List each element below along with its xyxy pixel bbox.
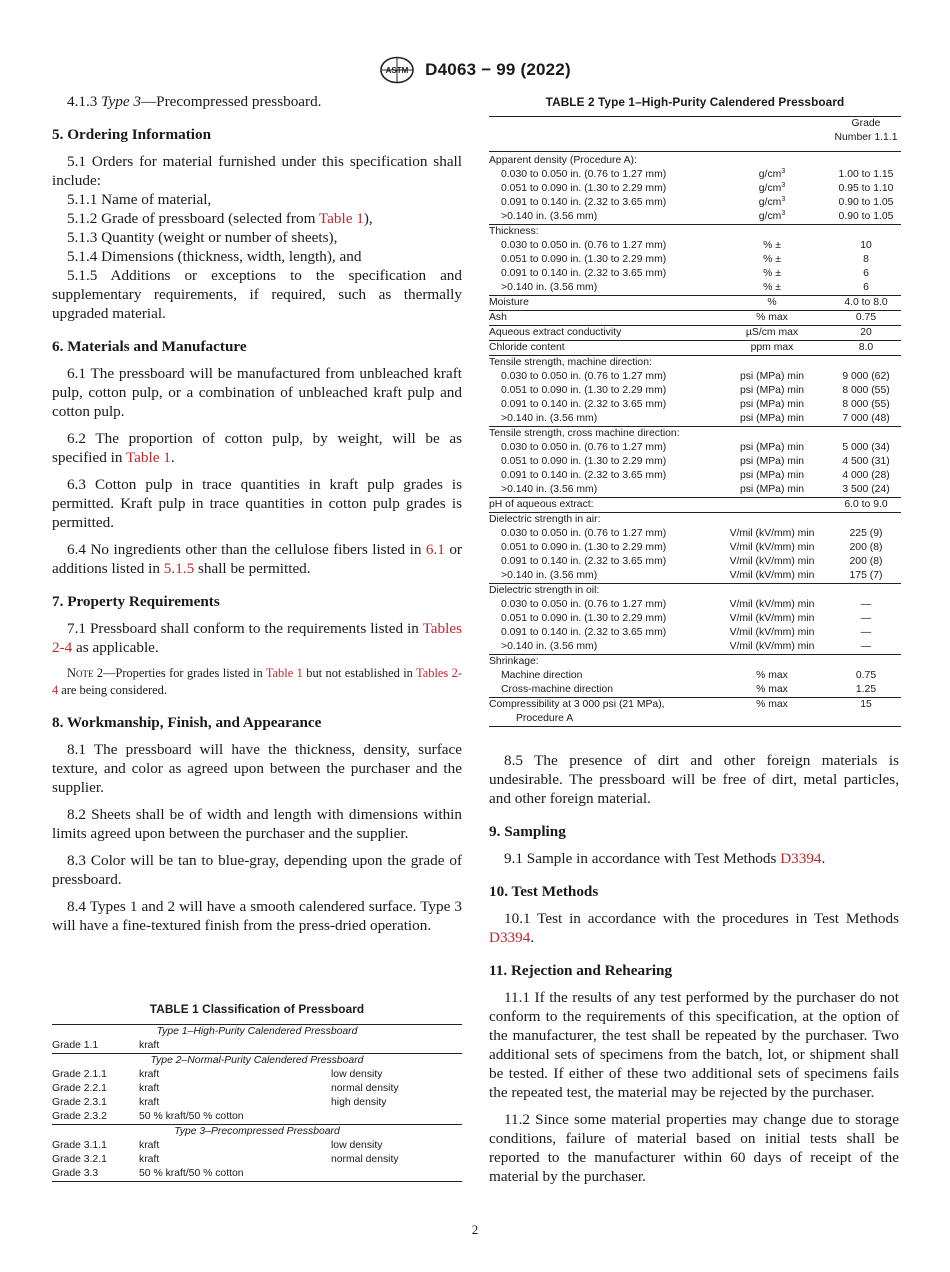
- para-5-1-4: 5.1.4 Dimensions (thickness, width, length), and: [67, 248, 362, 265]
- note-2: Note 2—Properties for grades listed in Table 1 but not established in Tables 2-4 are being considered.: [52, 666, 462, 697]
- d3394-link[interactable]: D3394: [489, 929, 531, 946]
- section-11-title: 11. Rejection and Rehearing: [489, 962, 673, 979]
- table-row: 0.030 to 0.050 in. (0.76 to 1.27 mm) V/mil (kV/mm) min —: [501, 599, 872, 610]
- table-row: 0.030 to 0.050 in. (0.76 to 1.27 mm) psi (MPa) min 5 000 (34): [501, 442, 890, 453]
- table-row: >0.140 in. (3.56 mm) % ± 6: [501, 282, 869, 293]
- table-row: >0.140 in. (3.56 mm) $g/cm^3$ 0.90 to 1.05: [501, 210, 894, 222]
- astm-logo-icon: [379, 56, 415, 84]
- section-5-1-5-link[interactable]: 5.1.5: [163, 560, 195, 577]
- d3394-link[interactable]: D3394: [780, 850, 822, 867]
- table-1-grid: [52, 1024, 462, 1182]
- section-5-title: 5. Ordering Information: [52, 126, 212, 143]
- table-row: Grade 3.1.1 kraft low density: [52, 1140, 383, 1151]
- table-row: 0.030 to 0.050 in. (0.76 to 1.27 mm) % ± 10: [501, 240, 872, 251]
- para-6-1: 6.1 The pressboard will be manufactured from unbleached kraft pulp, cotton pulp, or a combination of unbleached kraft pulp and cotton pulp.: [52, 365, 462, 420]
- tables-2-4-link[interactable]: Tables 2-4: [52, 620, 462, 656]
- para-8-4: 8.4 Types 1 and 2 will have a smooth calendered surface. Type 3 will have a fine-textured finish from the press-dried operation.: [52, 898, 462, 934]
- table-row: Thickness:: [489, 225, 901, 240]
- table-row: Grade 2.2.1 kraft normal density: [52, 1083, 399, 1094]
- table-row: Grade 2.3.1 kraft high density: [52, 1097, 387, 1108]
- table-row: Shrinkage:: [489, 655, 901, 670]
- table-2: [489, 95, 901, 727]
- para-8-1: 8.1 The pressboard will have the thickness, density, surface texture, and color as agreed upon between the purchaser and the supplier.: [52, 741, 462, 796]
- table-1: [52, 1002, 462, 1182]
- table-row: Dielectric strength in oil:: [489, 584, 901, 599]
- table-row: >0.140 in. (3.56 mm) V/mil (kV/mm) min —: [501, 641, 872, 652]
- table-row: Chloride content ppm max 8.0: [489, 341, 901, 356]
- section-10-title: 10. Test Methods: [489, 883, 599, 900]
- table-row: 0.091 to 0.140 in. (2.32 to 3.65 mm) psi (MPa) min 4 000 (28): [501, 470, 890, 481]
- para-10-1: 10.1 Test in accordance with the procedures in Test Methods D3394.: [489, 910, 899, 946]
- para-9-1: 9.1 Sample in accordance with Test Methods D3394.: [504, 850, 826, 867]
- table-row: Ash % max 0.75: [489, 311, 901, 326]
- table-row: Dielectric strength in air:: [489, 513, 901, 528]
- para-5-1-2: 5.1.2 Grade of pressboard (selected from Table 1),: [67, 210, 373, 227]
- para-5-1-3: 5.1.3 Quantity (weight or number of sheets),: [67, 229, 338, 246]
- table-row: 0.051 to 0.090 in. (1.30 to 2.29 mm) V/mil (kV/mm) min 200 (8): [501, 542, 883, 553]
- table-row: 0.030 to 0.050 in. (0.76 to 1.27 mm) V/mil (kV/mm) min 225 (9): [501, 528, 883, 539]
- svg-text:ASTM: ASTM: [385, 66, 409, 75]
- section-7-title: 7. Property Requirements: [52, 593, 220, 610]
- para-11-2: 11.2 Since some material properties may change due to storage conditions, failure of material based on initial tests shall be reported to the manufacturer within 60 days of receipt of the material by the purchaser.: [489, 1111, 899, 1185]
- table-row: 0.051 to 0.090 in. (1.30 to 2.29 mm) % ± 8: [501, 254, 869, 265]
- table-row: 0.051 to 0.090 in. (1.30 to 2.29 mm) psi (MPa) min 4 500 (31): [501, 456, 890, 467]
- table-row: Moisture % 4.0 to 8.0: [489, 296, 901, 311]
- table-row: 0.091 to 0.140 in. (2.32 to 3.65 mm) $g/cm^3$ 0.90 to 1.05: [501, 196, 894, 208]
- table-row: Grade 1.1 kraft: [52, 1040, 160, 1051]
- section-9-title: 9. Sampling: [489, 823, 566, 840]
- table-row: Type 1–High-Purity Calendered Pressboard: [156, 1026, 358, 1037]
- para-6-3: 6.3 Cotton pulp in trace quantities in kraft pulp grades is permitted. Kraft pulp in trace quantities in cotton pulp grades is permitted.: [52, 476, 462, 531]
- para-5-1-5: 5.1.5 Additions or exceptions to the specification and supplementary requirements, if required, such as thermally upgraded material.: [52, 267, 462, 322]
- table-row: Tensile strength, machine direction:: [489, 356, 901, 371]
- table-1-caption: TABLE 1 Classification of Pressboard: [149, 1002, 365, 1016]
- para-4-1-3: 4.1.3 Type 3—Precompressed pressboard.: [67, 93, 322, 110]
- right-column: [489, 751, 899, 1186]
- para-5-1: 5.1 Orders for material furnished under this specification shall include:: [52, 153, 462, 189]
- page-header: [0, 56, 950, 84]
- left-column: [52, 92, 462, 935]
- table-row: 0.051 to 0.090 in. (1.30 to 2.29 mm) psi (MPa) min 8 000 (55): [501, 385, 890, 396]
- para-5-1-1: 5.1.1 Name of material,: [67, 191, 212, 208]
- table-row: 0.091 to 0.140 in. (2.32 to 3.65 mm) % ± 6: [501, 268, 869, 279]
- table-header-row: Grade Number 1.1.1: [834, 118, 898, 143]
- table-row: Grade 3.2.1 kraft normal density: [52, 1154, 399, 1165]
- table-row: Apparent density (Procedure A):: [489, 155, 637, 166]
- table-row: Grade 3.3 50 % kraft/50 % cotton: [52, 1168, 244, 1179]
- para-7-1: 7.1 Pressboard shall conform to the requirements listed in Tables 2-4 as applicable.: [52, 620, 462, 656]
- table-row: 0.091 to 0.140 in. (2.32 to 3.65 mm) psi (MPa) min 8 000 (55): [501, 399, 890, 410]
- para-11-1: 11.1 If the results of any test performed by the purchaser do not conform to the requirements of this specification, at the option of the manufacturer, the test shall be repeated by the purchaser. Two additional sets of specimens from the batch, lot, or shipment shall be tested. If either of these two additional sets of specimens fails the repeated test, the material may be rejected by the purchaser.: [489, 989, 899, 1101]
- tables-2-4-link[interactable]: Tables 2-4: [52, 666, 462, 697]
- table-row: 0.051 to 0.090 in. (1.30 to 2.29 mm) V/mil (kV/mm) min —: [501, 613, 872, 624]
- table-2-caption: TABLE 2 Type 1–High-Purity Calendered Pressboard: [545, 95, 845, 109]
- table-row: 0.051 to 0.090 in. (1.30 to 2.29 mm) $g/cm^3$ 0.95 to 1.10: [501, 182, 894, 194]
- table-row: 0.091 to 0.140 in. (2.32 to 3.65 mm) V/mil (kV/mm) min —: [501, 627, 872, 638]
- table-row: Tensile strength, cross machine direction:: [489, 427, 901, 442]
- table-1-link[interactable]: Table 1: [318, 210, 364, 227]
- table-row: Compressibility at 3 000 psi (21 MPa), Procedure A % max 15: [489, 698, 901, 727]
- document-id: D4063 − 99 (2022): [425, 60, 571, 79]
- table-1-link[interactable]: Table 1: [265, 666, 303, 680]
- section-8-title: 8. Workmanship, Finish, and Appearance: [52, 714, 322, 731]
- para-8-5: 8.5 The presence of dirt and other foreign materials is undesirable. The pressboard will be free of dirt, metal particles, and other foreign material.: [489, 752, 899, 807]
- para-8-3: 8.3 Color will be tan to blue-gray, depending upon the grade of pressboard.: [52, 852, 462, 888]
- section-6-1-link[interactable]: 6.1: [425, 541, 445, 558]
- table-row: 0.030 to 0.050 in. (0.76 to 1.27 mm) psi (MPa) min 9 000 (62): [501, 371, 890, 382]
- table-row: Type 2–Normal-Purity Calendered Pressboard: [52, 1054, 462, 1069]
- table-row: Cross-machine direction % max 1.25: [501, 684, 877, 695]
- para-8-2: 8.2 Sheets shall be of width and length with dimensions within limits agreed upon between the purchaser and the supplier.: [52, 806, 462, 842]
- table-row: 0.030 to 0.050 in. (0.76 to 1.27 mm) $g/cm^3$ 1.00 to 1.15: [501, 168, 894, 180]
- table-1-link[interactable]: Table 1: [125, 449, 171, 466]
- table-row: Aqueous extract conductivity µS/cm max 20: [489, 326, 901, 341]
- para-6-4: 6.4 No ingredients other than the cellulose fibers listed in 6.1 or additions listed in 5.1.5 shall be permitted.: [52, 541, 462, 577]
- table-row: 0.091 to 0.140 in. (2.32 to 3.65 mm) V/mil (kV/mm) min 200 (8): [501, 556, 883, 567]
- table-row: Grade 2.3.2 50 % kraft/50 % cotton: [52, 1111, 244, 1122]
- page-number: 2: [471, 1222, 479, 1237]
- section-6-title: 6. Materials and Manufacture: [52, 338, 247, 355]
- table-row: pH of aqueous extract: 6.0 to 9.0: [489, 498, 901, 513]
- table-row: Type 3–Precompressed Pressboard: [52, 1125, 462, 1140]
- table-row: >0.140 in. (3.56 mm) V/mil (kV/mm) min 175 (7): [501, 570, 883, 581]
- table-row: >0.140 in. (3.56 mm) psi (MPa) min 3 500 (24): [501, 484, 890, 495]
- table-row: Grade 2.1.1 kraft low density: [52, 1069, 383, 1080]
- para-6-2: 6.2 The proportion of cotton pulp, by weight, will be as specified in Table 1.: [52, 430, 462, 466]
- table-row: Machine direction % max 0.75: [501, 670, 877, 681]
- table-row: >0.140 in. (3.56 mm) psi (MPa) min 7 000 (48): [501, 413, 890, 424]
- table-2-grid: [489, 116, 901, 727]
